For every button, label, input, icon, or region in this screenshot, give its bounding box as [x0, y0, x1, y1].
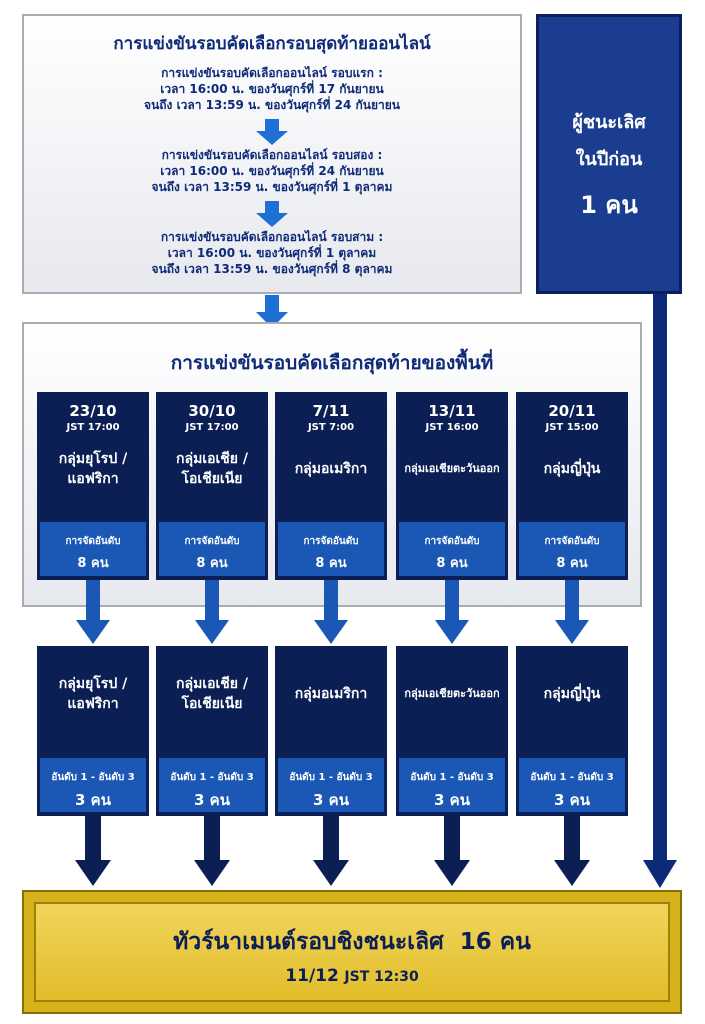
- qualifier-count: 3 คน: [434, 791, 470, 809]
- arrow-down-icon: [75, 580, 111, 646]
- regional-column-east-asia: [396, 392, 508, 580]
- final-tournament-inner: [34, 902, 670, 1002]
- final-title: ทัวร์นาเมนต์รอบชิงชนะเลิศ 16 คน: [173, 929, 531, 955]
- ranking-label: การจัดอันดับ: [424, 536, 480, 547]
- regional-column-asia-oceania: [156, 392, 268, 580]
- qualifier-rank: อันดับ 1 - อันดับ 3: [170, 772, 254, 783]
- group-name: กลุ่มเอเชีย / โอเชียเนีย: [176, 451, 248, 487]
- arrow-down-icon: [194, 580, 230, 646]
- round-2-name: การแข่งขันรอบคัดเลือกออนไลน์ รอบสอง :: [161, 148, 383, 162]
- qualifier-rank: อันดับ 1 - อันดับ 3: [289, 772, 373, 783]
- group-name: กลุ่มเอเชีย / โอเชียเนีย: [176, 676, 248, 712]
- group-name: กลุ่มเอเชียตะวันออก: [404, 462, 500, 475]
- event-date: 13/11: [428, 402, 476, 420]
- online-qualifier-panel: [22, 14, 522, 294]
- winner-label-1: ผู้ชนะเลิศ: [572, 112, 646, 133]
- group-name: กลุ่มญี่ปุ่น: [543, 461, 601, 477]
- arrow-down-icon: [642, 294, 678, 890]
- online-round-1: [24, 65, 520, 113]
- ranking-box: [278, 522, 384, 576]
- arrow-down-icon: [255, 119, 289, 145]
- group-name: กลุ่มอเมริกา: [294, 686, 368, 702]
- event-time: JST 15:00: [545, 422, 599, 433]
- event-time: JST 7:00: [307, 422, 355, 433]
- event-time: JST 16:00: [425, 422, 479, 433]
- ranking-count: 8 คน: [556, 556, 588, 571]
- event-time: JST 17:00: [185, 422, 239, 433]
- qualifier-count: 3 คน: [75, 791, 111, 809]
- group-name: กลุ่มยุโรป / แอฟริกา: [58, 451, 128, 487]
- event-date: 20/11: [548, 402, 596, 420]
- arrow-down-icon: [312, 816, 350, 888]
- ranking-count: 8 คน: [315, 556, 347, 571]
- round-3-start: เวลา 16:00 น. ของวันศุกร์ที่ 1 ตุลาคม: [167, 246, 377, 260]
- round-3-name: การแข่งขันรอบคัดเลือกออนไลน์ รอบสาม :: [160, 230, 384, 244]
- qualifier-count: 3 คน: [554, 791, 590, 809]
- arrow-down-icon: [433, 816, 471, 888]
- ranking-box: [399, 522, 505, 576]
- group-name: กลุ่มญี่ปุ่น: [543, 686, 601, 702]
- regional-column-americas: [275, 392, 387, 580]
- qualifier-column-americas: [275, 646, 387, 816]
- arrow-down-icon: [74, 816, 112, 888]
- arrow-down-icon: [193, 816, 231, 888]
- online-round-2: [24, 147, 520, 195]
- regional-column-europe-africa: [37, 392, 149, 580]
- round-1-name: การแข่งขันรอบคัดเลือกออนไลน์ รอบแรก :: [161, 66, 383, 80]
- online-round-3: [24, 229, 520, 277]
- event-date: 23/10: [69, 402, 117, 420]
- ranking-count: 8 คน: [196, 556, 228, 571]
- qualifier-count: 3 คน: [313, 791, 349, 809]
- qualifier-rank: อันดับ 1 - อันดับ 3: [51, 772, 135, 783]
- ranking-count: 8 คน: [77, 556, 109, 571]
- group-name: กลุ่มยุโรป / แอฟริกา: [58, 676, 128, 712]
- winner-count: 1 คน: [580, 191, 638, 219]
- final-tournament-banner: [22, 890, 682, 1014]
- arrow-down-icon: [554, 580, 590, 646]
- arrow-down-icon: [553, 816, 591, 888]
- qualifier-rank: อันดับ 1 - อันดับ 3: [530, 772, 614, 783]
- ranking-label: การจัดอันดับ: [184, 536, 240, 547]
- winner-label-2: ในปีก่อน: [575, 149, 643, 170]
- arrow-down-icon: [313, 580, 349, 646]
- final-date: 11/12: [285, 966, 339, 986]
- qualifier-column-east-asia: [396, 646, 508, 816]
- arrow-down-icon: [434, 580, 470, 646]
- round-2-end: จนถึง เวลา 13:59 น. ของวันศุกร์ที่ 1 ตุลาคม: [151, 180, 393, 194]
- group-name: กลุ่มอเมริกา: [294, 461, 368, 477]
- qualifier-count: 3 คน: [194, 791, 230, 809]
- round-1-start: เวลา 16:00 น. ของวันศุกร์ที่ 17 กันยายน: [160, 82, 384, 96]
- qualifier-column-japan: [516, 646, 628, 816]
- ranking-label: การจัดอันดับ: [303, 536, 359, 547]
- round-1-end: จนถึง เวลา 13:59 น. ของวันศุกร์ที่ 24 กันยายน: [144, 98, 400, 112]
- ranking-box: [519, 522, 625, 576]
- qualifier-rank: อันดับ 1 - อันดับ 3: [410, 772, 494, 783]
- ranking-label: การจัดอันดับ: [65, 536, 121, 547]
- event-time: JST 17:00: [66, 422, 120, 433]
- qualifier-rank-box: [399, 758, 505, 812]
- round-2-start: เวลา 16:00 น. ของวันศุกร์ที่ 24 กันยายน: [160, 164, 384, 178]
- qualifier-rank-box: [40, 758, 146, 812]
- regional-qualifier-title: การแข่งขันรอบคัดเลือกสุดท้ายของพื้นที่: [170, 352, 494, 374]
- regional-column-japan: [516, 392, 628, 580]
- previous-winner-box: [536, 14, 682, 294]
- event-date: 30/10: [188, 402, 236, 420]
- ranking-count: 8 คน: [436, 556, 468, 571]
- ranking-box: [40, 522, 146, 576]
- qualifier-rank-box: [159, 758, 265, 812]
- final-time: JST 12:30: [344, 969, 419, 985]
- round-3-end: จนถึง เวลา 13:59 น. ของวันศุกร์ที่ 8 ตุลาคม: [151, 262, 393, 276]
- qualifier-rank-box: [278, 758, 384, 812]
- online-qualifier-title: การแข่งขันรอบคัดเลือกรอบสุดท้ายออนไลน์: [113, 34, 431, 54]
- event-date: 7/11: [312, 402, 350, 420]
- final-datetime: [36, 966, 668, 986]
- arrow-down-icon: [255, 201, 289, 227]
- qualifier-column-asia-oceania: [156, 646, 268, 816]
- ranking-box: [159, 522, 265, 576]
- group-name: กลุ่มเอเชียตะวันออก: [404, 687, 500, 700]
- qualifier-column-europe-africa: [37, 646, 149, 816]
- ranking-label: การจัดอันดับ: [544, 536, 600, 547]
- qualifier-rank-box: [519, 758, 625, 812]
